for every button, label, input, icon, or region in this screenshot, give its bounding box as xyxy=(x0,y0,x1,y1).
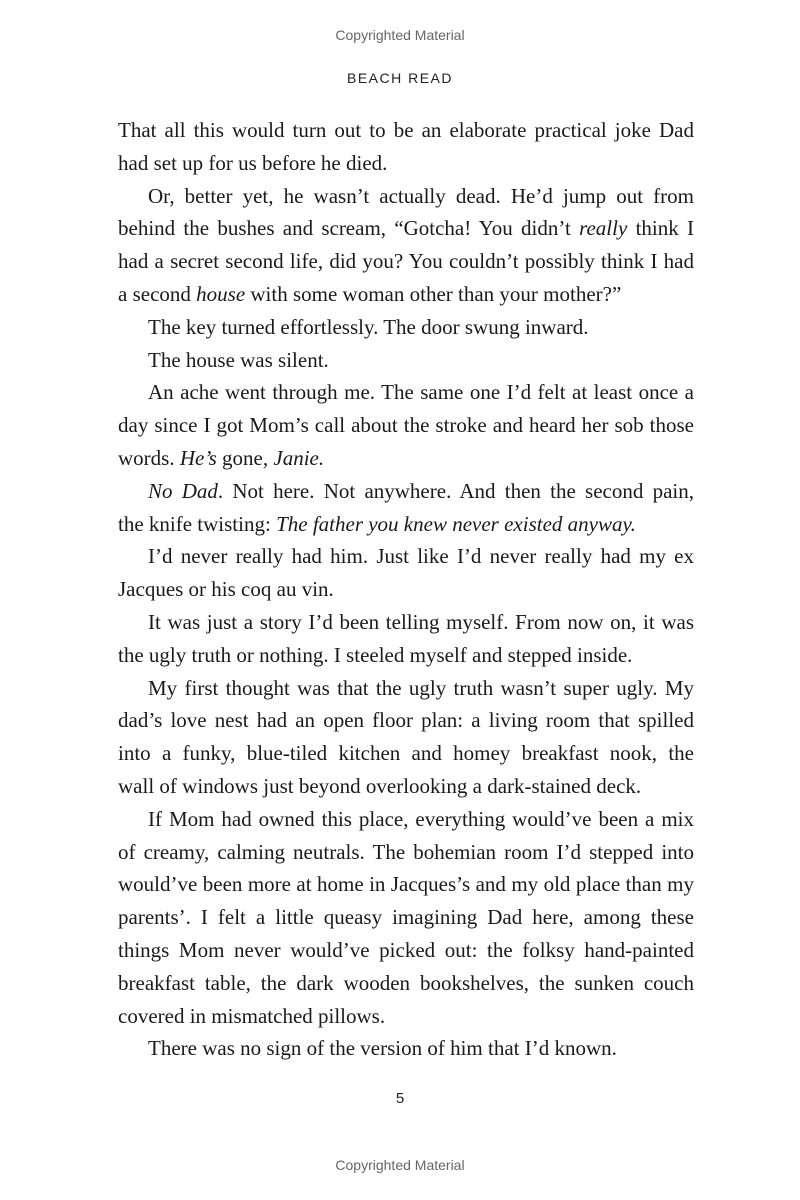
paragraph xyxy=(118,606,694,672)
copyright-watermark-top: Copyrighted Material xyxy=(335,27,465,43)
text-line xyxy=(118,147,694,180)
text-line xyxy=(118,573,694,606)
text-segment: dad’s love nest had an open floor plan: a living room that spilled xyxy=(118,708,694,733)
text-line xyxy=(118,475,694,508)
text-segment: had set up for us before he died. xyxy=(118,150,388,175)
italic-text: really xyxy=(579,216,628,241)
text-segment: a second xyxy=(118,281,197,306)
text-segment: The key turned effortlessly. The door swung inward. xyxy=(148,314,589,339)
text-line xyxy=(118,311,694,344)
paragraph xyxy=(118,311,694,344)
text-segment: behind the bushes and scream, “Gotcha! You didn’t xyxy=(118,216,580,241)
italic-text: No Dad xyxy=(148,478,218,503)
text-segment: The house was silent. xyxy=(148,347,329,372)
italic-text: , Janie. xyxy=(262,445,325,470)
text-line xyxy=(118,934,694,967)
text-segment: Jacques or his coq au vin. xyxy=(118,577,334,602)
text-line xyxy=(118,1000,694,1033)
text-line xyxy=(118,114,694,147)
text-line xyxy=(118,770,694,803)
text-segment: parents’. I felt a little queasy imagining Dad here, among these xyxy=(118,905,694,930)
text-line xyxy=(118,376,694,409)
paragraph xyxy=(118,344,694,377)
text-line xyxy=(118,967,694,1000)
running-head: BEACH READ xyxy=(346,70,454,86)
text-line xyxy=(118,836,694,869)
text-segment: An ache went through me. The same one I’d felt at least once a xyxy=(148,380,694,405)
text-line xyxy=(118,737,694,770)
italic-text: house xyxy=(196,281,246,306)
text-line xyxy=(118,245,694,278)
text-line xyxy=(118,901,694,934)
text-segment: with some woman other than your mother?” xyxy=(245,281,622,306)
text-segment: breakfast table, the dark wooden bookshelves, the sunken couch xyxy=(118,970,694,995)
text-segment: day since I got Mom’s call about the stroke and heard her sob those xyxy=(118,413,694,438)
text-line xyxy=(118,704,694,737)
text-segment: think I xyxy=(627,216,694,241)
text-segment: gone xyxy=(216,445,263,470)
text-segment: covered in mismatched pillows. xyxy=(118,1003,386,1028)
text-line xyxy=(118,180,694,213)
page-number: 5 xyxy=(395,1090,405,1107)
copyright-watermark-bottom: Copyrighted Material xyxy=(335,1157,465,1173)
text-line xyxy=(118,212,694,245)
text-segment: It was just a story I’d been telling myself. From now on, it was xyxy=(148,609,694,634)
text-line xyxy=(118,278,694,311)
text-line xyxy=(118,409,694,442)
text-segment: . Not here. Not anywhere. And then the second pain, xyxy=(217,478,694,503)
text-segment: things Mom never would’ve picked out: the folksy hand-painted xyxy=(118,937,694,962)
text-segment: of creamy, calming neutrals. The bohemian room I’d stepped into xyxy=(118,839,694,864)
paragraph xyxy=(118,1032,694,1065)
text-line xyxy=(118,672,694,705)
text-line xyxy=(118,803,694,836)
text-line xyxy=(118,1032,694,1065)
paragraph xyxy=(118,672,694,803)
text-segment: into a funky, blue-tiled kitchen and homey breakfast nook, the xyxy=(118,741,694,766)
text-segment: That all this would turn out to be an elaborate practical joke Dad xyxy=(118,118,694,142)
paragraph xyxy=(118,376,694,474)
italic-text: The father you knew never existed anyway. xyxy=(276,511,636,536)
paragraph xyxy=(118,475,694,541)
text-segment: the knife twisting: xyxy=(118,511,277,536)
body-text xyxy=(118,114,694,1065)
paragraph xyxy=(118,180,694,311)
text-segment: I’d never really had him. Just like I’d never really had my ex xyxy=(148,544,694,569)
text-line xyxy=(118,508,694,541)
text-segment: There was no sign of the version of him that I’d known. xyxy=(148,1036,617,1061)
text-line xyxy=(118,868,694,901)
text-segment: My first thought was that the ugly truth wasn’t super ugly. My xyxy=(148,675,694,700)
text-segment: wall of windows just beyond overlooking a dark-stained deck. xyxy=(118,773,642,798)
text-line xyxy=(118,606,694,639)
text-line xyxy=(118,442,694,475)
paragraph xyxy=(118,540,694,606)
text-segment: the ugly truth or nothing. I steeled myself and stepped inside. xyxy=(118,642,633,667)
text-segment: had a secret second life, did you? You couldn’t possibly think I had xyxy=(118,249,694,274)
text-line xyxy=(118,639,694,672)
paragraph xyxy=(118,114,694,180)
text-line xyxy=(118,344,694,377)
text-segment: Or, better yet, he wasn’t actually dead. He’d jump out from xyxy=(148,183,694,208)
paragraph xyxy=(118,803,694,1033)
text-segment: would’ve been more at home in Jacques’s and my old place than my xyxy=(118,872,694,897)
text-segment: words. xyxy=(118,445,180,470)
italic-text: He’s xyxy=(179,445,217,470)
text-line xyxy=(118,540,694,573)
text-segment: If Mom had owned this place, everything would’ve been a mix xyxy=(148,806,694,831)
